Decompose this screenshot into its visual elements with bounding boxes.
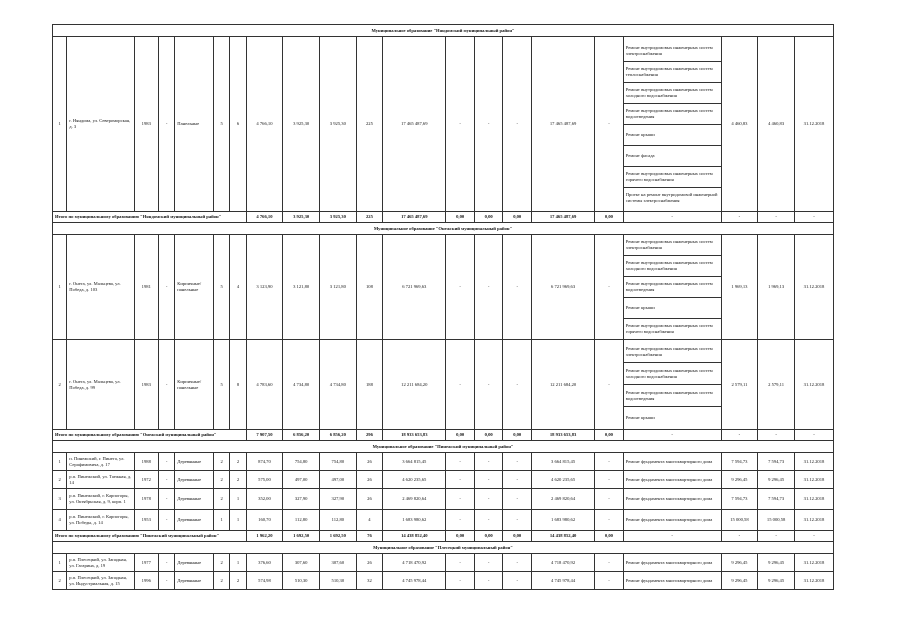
cell-residents: 26 (356, 471, 383, 489)
cell-entrances: 2 (230, 572, 246, 590)
cell-entrances: 1 (230, 554, 246, 572)
work-item: Ремонт внутридомовых инженерных систем электроснабжения (624, 41, 721, 62)
cell-fund2: - (474, 471, 503, 489)
work-item: Ремонт внутридомовых инженерных систем водоотведения (624, 277, 721, 298)
work-item: Проект на ремонт внутридомовой инженерной системы электроснабжения (625, 191, 718, 203)
section-title: Муниципальное образование "Плесецкий муниципальный район" (53, 542, 834, 554)
cell-limit-cost: 9 296,45 (758, 554, 795, 572)
cell-material: Кирпичные/панельные (175, 340, 214, 430)
cell-area-total: 160,70 (246, 510, 283, 531)
work-item: Ремонт фундамента многоквартирного дома (625, 496, 713, 502)
total-area-res: 6 856,20 (320, 430, 357, 441)
table-row (53, 235, 834, 340)
cell-fund-owners: 17 465 487,69 (531, 37, 594, 212)
work-item: Ремонт внутридомовых инженерных систем холодного водоснабжения (624, 256, 721, 277)
cell-fund1: - (446, 471, 475, 489)
cell-residents: 32 (356, 572, 383, 590)
cell-num: 1 (53, 554, 67, 572)
total-area-total: 4 766,10 (246, 212, 283, 223)
cell-year: 1978 (134, 489, 158, 510)
cell-fund3: - (503, 235, 532, 340)
cell-fund-other: - (595, 572, 624, 590)
cell-address: п. Пинежский, г. Пинега, ул. Серафимовича, д. 17 (67, 453, 134, 471)
cell-date: 31.12.2018 (794, 572, 833, 590)
cell-material: Деревянные (175, 554, 214, 572)
cell-material: Деревянные (175, 453, 214, 471)
cell-cost-total: 4 620 235,65 (383, 471, 446, 489)
cell-limit-cost: 7 594,73 (758, 489, 795, 510)
total-dash: - (758, 531, 795, 542)
cell-area-total: 4 766,10 (246, 37, 283, 212)
work-item: Ремонт крыши (624, 298, 721, 319)
repair-register-table (52, 24, 834, 590)
cell-date: 31.12.2018 (794, 453, 833, 471)
section-header-row (53, 542, 834, 554)
total-residents: 76 (356, 531, 383, 542)
total-dash: - (623, 212, 721, 223)
cell-area-living: 112,80 (283, 510, 320, 531)
work-item: Ремонт внутридомовых инженерных систем холодного водоснабжения (624, 363, 721, 385)
cell-residents: 225 (356, 37, 383, 212)
cell-entrances: 1 (230, 489, 246, 510)
cell-material: Панельные (175, 37, 214, 212)
cell-floors: 2 (214, 453, 230, 471)
cell-fund-owners: 12 211 684,20 (531, 340, 594, 430)
work-item: Ремонт фасада (624, 146, 721, 167)
cell-area-res: 3 925,30 (320, 37, 357, 212)
cell-cost-total: 3 664 815,45 (383, 453, 446, 471)
cell-cost-total: 4 718 470,92 (383, 554, 446, 572)
work-item: Ремонт фундамента многоквартирного дома (625, 458, 713, 464)
cell-dash: - (159, 510, 175, 531)
cell-fund-other: - (595, 489, 624, 510)
cell-date: 31.12.2018 (794, 37, 833, 212)
total-label: Итого по муниципальному образованию "Онежский муниципальный район" (53, 430, 247, 441)
total-area-res: 1 692,50 (320, 531, 357, 542)
cell-fund2: - (474, 37, 503, 212)
cell-fund3: - (503, 471, 532, 489)
section-header-row (53, 441, 834, 453)
table-row (53, 554, 834, 572)
cell-limit-cost: 15 000,58 (758, 510, 795, 531)
cell-fund3: - (503, 554, 532, 572)
cell-floors: 5 (214, 235, 230, 340)
total-dash: - (794, 531, 833, 542)
cell-residents: 108 (356, 235, 383, 340)
total-label: Итого по муниципальному образованию "Няндомский муниципальный район" (53, 212, 247, 223)
cell-area-res: 307,60 (320, 554, 357, 572)
total-cost-total: 14 438 852,40 (383, 531, 446, 542)
total-area-living: 6 856,20 (283, 430, 320, 441)
section-header-row (53, 223, 834, 235)
cell-dash: - (159, 340, 175, 430)
cell-area-total: 3 123,90 (246, 235, 283, 340)
cell-area-living: 307,60 (283, 554, 320, 572)
cell-entrances: 8 (230, 340, 246, 430)
cell-unit-cost: 1 969,13 (721, 235, 758, 340)
total-residents: 225 (356, 212, 383, 223)
cell-date: 31.12.2018 (794, 471, 833, 489)
total-fund3: 0,00 (503, 531, 532, 542)
cell-num: 4 (53, 510, 67, 531)
cell-works (623, 453, 721, 471)
total-fund-other: 0,00 (595, 212, 624, 223)
total-fund3: 0,00 (503, 212, 532, 223)
cell-works (623, 489, 721, 510)
total-cost-total: 17 465 487,69 (383, 212, 446, 223)
cell-area-total: 352,00 (246, 489, 283, 510)
cell-fund-owners: 3 664 815,45 (531, 453, 594, 471)
cell-fund2: - (474, 572, 503, 590)
section-header-row (53, 25, 834, 37)
total-dash: - (721, 430, 758, 441)
total-fund-owners: 18 933 653,83 (531, 430, 594, 441)
cell-area-res: 3 121,80 (320, 235, 357, 340)
total-dash: - (721, 212, 758, 223)
cell-unit-cost: 7 594,73 (721, 453, 758, 471)
cell-fund3: - (503, 510, 532, 531)
cell-fund2: - (474, 340, 503, 430)
cell-works (623, 554, 721, 572)
cell-fund3: - (503, 340, 532, 430)
cell-unit-cost: 15 000,58 (721, 510, 758, 531)
total-row (53, 430, 834, 441)
cell-date: 31.12.2018 (794, 235, 833, 340)
cell-address: р.п. Плесецкий, ул. Западная, ул. Индустриальная, д. 15 (67, 572, 134, 590)
cell-residents: 26 (356, 453, 383, 471)
cell-date: 31.12.2018 (794, 554, 833, 572)
cell-area-res: 510,30 (320, 572, 357, 590)
cell-cost-total: 6 721 969,63 (383, 235, 446, 340)
cell-area-res: 4 734,80 (320, 340, 357, 430)
cell-dash: - (159, 37, 175, 212)
section-title: Муниципальное образование "Няндомский муниципальный район" (53, 25, 834, 37)
cell-cost-total: 4 745 978,44 (383, 572, 446, 590)
cell-floors: 5 (214, 340, 230, 430)
cell-dash: - (159, 471, 175, 489)
total-cost-total: 18 933 653,83 (383, 430, 446, 441)
cell-num: 1 (53, 453, 67, 471)
cell-floors: 2 (214, 489, 230, 510)
cell-fund-owners: 4 745 978,44 (531, 572, 594, 590)
cell-area-res: 327,90 (320, 489, 357, 510)
cell-entrances: 2 (230, 471, 246, 489)
cell-floors: 5 (214, 37, 230, 212)
cell-area-total: 4 783,60 (246, 340, 283, 430)
cell-address: г. Онега, ул. Мальцева, ул. Победа, д. 99 (67, 340, 134, 430)
total-dash: - (721, 531, 758, 542)
cell-fund1: - (446, 489, 475, 510)
cell-year: 1988 (134, 453, 158, 471)
cell-entrances: 2 (230, 453, 246, 471)
cell-fund-other: - (595, 471, 624, 489)
cell-fund-owners: 4 718 470,92 (531, 554, 594, 572)
cell-num: 3 (53, 489, 67, 510)
cell-fund2: - (474, 489, 503, 510)
cell-area-living: 3 121,80 (283, 235, 320, 340)
cell-limit-cost: 9 296,45 (758, 471, 795, 489)
cell-cost-total: 2 469 820,64 (383, 489, 446, 510)
cell-entrances: 6 (230, 37, 246, 212)
total-area-living: 3 925,30 (283, 212, 320, 223)
cell-address: г. Няндома, ул. Североморская, д. 3 (67, 37, 134, 212)
total-fund-owners: 17 465 487,69 (531, 212, 594, 223)
cell-residents: 26 (356, 489, 383, 510)
total-fund2: 0,00 (474, 531, 503, 542)
cell-cost-total: 12 211 684,20 (383, 340, 446, 430)
cell-area-res: 497,00 (320, 471, 357, 489)
total-residents: 296 (356, 430, 383, 441)
cell-date: 31.12.2018 (794, 489, 833, 510)
cell-num: 1 (53, 235, 67, 340)
cell-residents: 4 (356, 510, 383, 531)
total-area-total: 1 962,20 (246, 531, 283, 542)
cell-year: 1981 (134, 235, 158, 340)
cell-address: р.п. Пинежский, г. Карпогоры, ул. Победы, д. 14 (67, 510, 134, 531)
cell-cost-total: 17 465 487,69 (383, 37, 446, 212)
work-item: Ремонт внутридомовых инженерных систем горячего водоснабжения (625, 323, 713, 334)
cell-area-total: 574,98 (246, 572, 283, 590)
table-row (53, 510, 834, 531)
total-fund1: 0,00 (446, 531, 475, 542)
work-item: Ремонт внутридомовых инженерных систем холодного водоснабжения (624, 83, 721, 104)
cell-unit-cost: 7 594,73 (721, 489, 758, 510)
total-dash: - (623, 430, 721, 441)
cell-fund3: - (503, 453, 532, 471)
cell-material: Кирпичные/панельные (175, 235, 214, 340)
cell-fund-other: - (595, 453, 624, 471)
cell-floors: 2 (214, 572, 230, 590)
cell-fund1: - (446, 235, 475, 340)
cell-fund-owners: 4 620 235,65 (531, 471, 594, 489)
total-fund3: 0,00 (503, 430, 532, 441)
total-fund2: 0,00 (474, 212, 503, 223)
cell-fund3: - (503, 572, 532, 590)
cell-works (623, 340, 721, 430)
total-fund-other: 0,00 (595, 430, 624, 441)
work-item: Ремонт внутридомовых инженерных систем водоотведения (624, 104, 721, 125)
table-row (53, 340, 834, 430)
cell-unit-cost: 2 579,11 (721, 340, 758, 430)
cell-fund2: - (474, 554, 503, 572)
cell-fund2: - (474, 510, 503, 531)
cell-fund1: - (446, 340, 475, 430)
cell-material: Деревянные (175, 572, 214, 590)
cell-address: р.п. Пинежский, ул. Таежная, д. 14 (67, 471, 134, 489)
cell-dash: - (159, 489, 175, 510)
work-item: Ремонт фундамента многоквартирного дома (625, 559, 713, 565)
cell-year: 1983 (134, 37, 158, 212)
cell-floors: 1 (214, 510, 230, 531)
cell-year: 1953 (134, 510, 158, 531)
cell-fund-other: - (595, 235, 624, 340)
cell-area-living: 754,80 (283, 453, 320, 471)
cell-material: Деревянные (175, 510, 214, 531)
total-fund1: 0,00 (446, 430, 475, 441)
total-dash: - (794, 430, 833, 441)
total-label: Итого по муниципальному образованию "Пинежский муниципальный район" (53, 531, 247, 542)
cell-unit-cost: 4 460,83 (721, 37, 758, 212)
cell-fund-owners: 2 469 820,64 (531, 489, 594, 510)
cell-area-res: 112,80 (320, 510, 357, 531)
cell-num: 2 (53, 471, 67, 489)
total-dash: - (623, 531, 721, 542)
cell-area-living: 327,90 (283, 489, 320, 510)
cell-limit-cost: 2 579,11 (758, 340, 795, 430)
total-row (53, 531, 834, 542)
total-fund-owners: 14 438 852,40 (531, 531, 594, 542)
total-area-total: 7 907,50 (246, 430, 283, 441)
work-item: Ремонт крыши (625, 414, 655, 420)
cell-address: г. Онега, ул. Мальцева, ул. Победа, д. 103 (67, 235, 134, 340)
cell-fund1: - (446, 37, 475, 212)
total-dash: - (758, 212, 795, 223)
cell-works (623, 510, 721, 531)
table-body (53, 25, 834, 590)
cell-limit-cost: 7 594,73 (758, 453, 795, 471)
cell-area-res: 754,80 (320, 453, 357, 471)
cell-year: 1977 (134, 554, 158, 572)
cell-fund1: - (446, 554, 475, 572)
cell-fund-other: - (595, 37, 624, 212)
cell-year: 1996 (134, 572, 158, 590)
cell-unit-cost: 9 296,45 (721, 554, 758, 572)
cell-floors: 2 (214, 554, 230, 572)
cell-unit-cost: 9 296,45 (721, 572, 758, 590)
total-row (53, 212, 834, 223)
cell-fund-other: - (595, 340, 624, 430)
cell-dash: - (159, 453, 175, 471)
cell-address: р.п. Пинежский, г. Карпогоры, ул. Октябрьская, д. 9, корп. 1 (67, 489, 134, 510)
cell-fund-owners: 1 683 980,62 (531, 510, 594, 531)
section-title: Муниципальное образование "Онежский муниципальный район" (53, 223, 834, 235)
cell-num: 1 (53, 37, 67, 212)
work-item: Ремонт внутридомовых инженерных систем теплоснабжения (624, 62, 721, 83)
cell-unit-cost: 9 296,45 (721, 471, 758, 489)
cell-fund1: - (446, 572, 475, 590)
total-dash: - (794, 212, 833, 223)
cell-fund1: - (446, 453, 475, 471)
cell-residents: 26 (356, 554, 383, 572)
table-row (53, 489, 834, 510)
cell-floors: 2 (214, 471, 230, 489)
cell-address: р.п. Плесецкий, ул. Западная, ул. Гагарина, д. 19 (67, 554, 134, 572)
table-row (53, 471, 834, 489)
cell-limit-cost: 9 296,45 (758, 572, 795, 590)
cell-year: 1972 (134, 471, 158, 489)
cell-fund3: - (503, 489, 532, 510)
total-fund-other: 0,00 (595, 531, 624, 542)
work-item: Ремонт фундамента многоквартирного дома (625, 517, 713, 523)
cell-num: 2 (53, 572, 67, 590)
cell-cost-total: 1 683 980,62 (383, 510, 446, 531)
cell-fund-owners: 6 721 969,63 (531, 235, 594, 340)
cell-works (623, 235, 721, 340)
cell-area-living: 4 734,80 (283, 340, 320, 430)
cell-entrances: 4 (230, 235, 246, 340)
work-item: Ремонт внутридомовых инженерных систем горячего водоснабжения (624, 167, 721, 188)
total-area-res: 3 925,30 (320, 212, 357, 223)
work-item: Ремонт внутридомовых инженерных систем водоотведения (624, 385, 721, 407)
cell-residents: 188 (356, 340, 383, 430)
work-item: Ремонт фундамента многоквартирного дома (625, 577, 713, 583)
cell-material: Деревянные (175, 489, 214, 510)
cell-fund-other: - (595, 554, 624, 572)
cell-fund1: - (446, 510, 475, 531)
table-row (53, 37, 834, 212)
cell-dash: - (159, 572, 175, 590)
cell-area-living: 510,30 (283, 572, 320, 590)
cell-date: 31.12.2018 (794, 510, 833, 531)
total-area-living: 1 692,50 (283, 531, 320, 542)
cell-area-living: 497,00 (283, 471, 320, 489)
work-item: Ремонт внутридомовых инженерных систем электроснабжения (624, 341, 721, 363)
cell-works (623, 37, 721, 212)
cell-dash: - (159, 554, 175, 572)
section-title: Муниципальное образование "Пинежский муниципальный район" (53, 441, 834, 453)
cell-fund-other: - (595, 510, 624, 531)
table-row (53, 453, 834, 471)
cell-date: 31.12.2018 (794, 340, 833, 430)
cell-material: Деревянные (175, 471, 214, 489)
cell-dash: - (159, 235, 175, 340)
cell-year: 1983 (134, 340, 158, 430)
total-dash: - (758, 430, 795, 441)
cell-works (623, 572, 721, 590)
total-fund2: 0,00 (474, 430, 503, 441)
cell-num: 2 (53, 340, 67, 430)
cell-fund2: - (474, 235, 503, 340)
cell-limit-cost: 1 969,13 (758, 235, 795, 340)
total-fund1: 0,00 (446, 212, 475, 223)
cell-area-living: 3 925,30 (283, 37, 320, 212)
table-row (53, 572, 834, 590)
cell-limit-cost: 4 460,83 (758, 37, 795, 212)
cell-fund2: - (474, 453, 503, 471)
cell-area-total: 575,00 (246, 471, 283, 489)
work-item: Ремонт фундамента многоквартирного дома (625, 476, 713, 482)
cell-entrances: 1 (230, 510, 246, 531)
work-item: Ремонт крыши (624, 125, 721, 146)
cell-works (623, 471, 721, 489)
cell-area-total: 874,70 (246, 453, 283, 471)
cell-area-total: 376,60 (246, 554, 283, 572)
work-item: Ремонт внутридомовых инженерных систем электроснабжения (624, 235, 721, 256)
cell-fund3: - (503, 37, 532, 212)
